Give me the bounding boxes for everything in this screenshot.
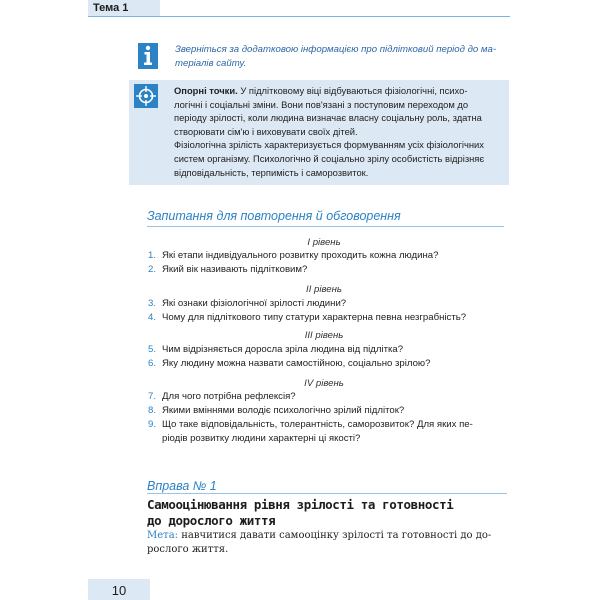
header-rule bbox=[88, 16, 510, 17]
question-number: 8. bbox=[148, 405, 157, 416]
question-number: 7. bbox=[148, 391, 157, 402]
question-item bbox=[148, 343, 508, 357]
exercise-label: Вправа № 1 bbox=[147, 479, 217, 493]
target-icon bbox=[134, 84, 158, 108]
key-points-line: періоду зрілості, коли людина визначає власну соціальну роль, здатна bbox=[174, 112, 482, 124]
question-number: 3. bbox=[148, 298, 157, 309]
questions-heading-rule bbox=[147, 226, 504, 227]
key-points-line: систем організму. Психологічно й соціально зрілу особистість відрізняє bbox=[174, 152, 485, 164]
key-points-line: логічні і соціальні зміни. Вони пов'язані з поступовим переходом до bbox=[174, 98, 469, 110]
question-item bbox=[148, 404, 508, 418]
exercise-title-line: до дорослого життя bbox=[147, 513, 276, 528]
exercise-goal-label: Мета: bbox=[147, 530, 179, 541]
exercise-title bbox=[147, 497, 507, 529]
question-item bbox=[148, 311, 508, 325]
question-item bbox=[148, 357, 508, 371]
question-text: Чому для підліткового типу статури характерна певна незграбність? bbox=[162, 312, 467, 323]
question-item bbox=[148, 390, 508, 404]
question-item bbox=[148, 418, 508, 445]
level-heading: II рівень bbox=[306, 284, 342, 295]
exercise-goal-line bbox=[147, 529, 507, 543]
key-points-line: Фізіологічна зрілість характеризується формуванням усіх фізіологічних bbox=[174, 139, 484, 151]
exercise-title-line: Самооцінювання рівня зрілості та готовності bbox=[147, 497, 454, 512]
question-text: Чим відрізняється доросла зріла людина від підлітка? bbox=[162, 344, 404, 355]
question-text: Якими вміннями володіє психологічно зрілий підліток? bbox=[162, 405, 405, 416]
key-points-line: створювати сім'ю і виховувати своїх дітей. bbox=[174, 125, 358, 137]
question-number: 9. bbox=[148, 419, 157, 430]
question-text: Які етапи індивідуального розвитку проходить кожна людина? bbox=[162, 250, 439, 261]
key-points-line bbox=[174, 84, 502, 98]
exercise-goal bbox=[147, 529, 507, 557]
question-number: 1. bbox=[148, 250, 157, 261]
questions-heading: Запитання для повторення й обговорення bbox=[147, 209, 401, 223]
question-item bbox=[148, 249, 508, 263]
level-heading: III рівень bbox=[304, 330, 344, 341]
key-points-line: відповідальність, терпимість і саморозвиток. bbox=[174, 166, 369, 178]
key-points-text bbox=[174, 84, 502, 179]
info-note-line: теріалів сайту. bbox=[175, 58, 247, 69]
question-text: Який вік називають підлітковим? bbox=[162, 264, 308, 275]
info-note bbox=[175, 43, 505, 71]
info-note-line: Зверніться за додатковою інформацією про підлітковий період до ма- bbox=[175, 44, 497, 55]
question-number: 4. bbox=[148, 312, 157, 323]
question-text: Яку людину можна назвати самостійною, соціально зрілою? bbox=[162, 358, 431, 369]
question-number: 2. bbox=[148, 264, 157, 275]
level-heading: I рівень bbox=[307, 237, 341, 248]
question-item bbox=[148, 297, 508, 311]
info-icon bbox=[138, 43, 158, 69]
exercise-goal-line: рослого життя. bbox=[147, 544, 229, 555]
question-number: 6. bbox=[148, 358, 157, 369]
exercise-rule bbox=[147, 493, 507, 494]
question-number: 5. bbox=[148, 344, 157, 355]
question-text: Для чого потрібна рефлексія? bbox=[162, 391, 296, 402]
question-text: Які ознаки фізіологічної зрілості людини? bbox=[162, 298, 347, 309]
level-heading: IV рівень bbox=[304, 378, 344, 389]
key-points-line-rest: У підлітковому віці відбуваються фізіологічні, психо- bbox=[237, 85, 468, 96]
key-points-title: Опорні точки. bbox=[174, 85, 238, 96]
question-text: ріодів розвитку людини характерні ці якості? bbox=[162, 432, 361, 444]
exercise-goal-text: навчитися давати самооцінку зрілості та готовності до до- bbox=[178, 530, 492, 541]
topic-label: Тема 1 bbox=[93, 2, 129, 14]
question-item bbox=[148, 263, 508, 277]
page-number: 10 bbox=[111, 583, 127, 598]
question-text: Що таке відповідальність, толерантність, саморозвиток? Для яких пе- bbox=[162, 419, 473, 430]
